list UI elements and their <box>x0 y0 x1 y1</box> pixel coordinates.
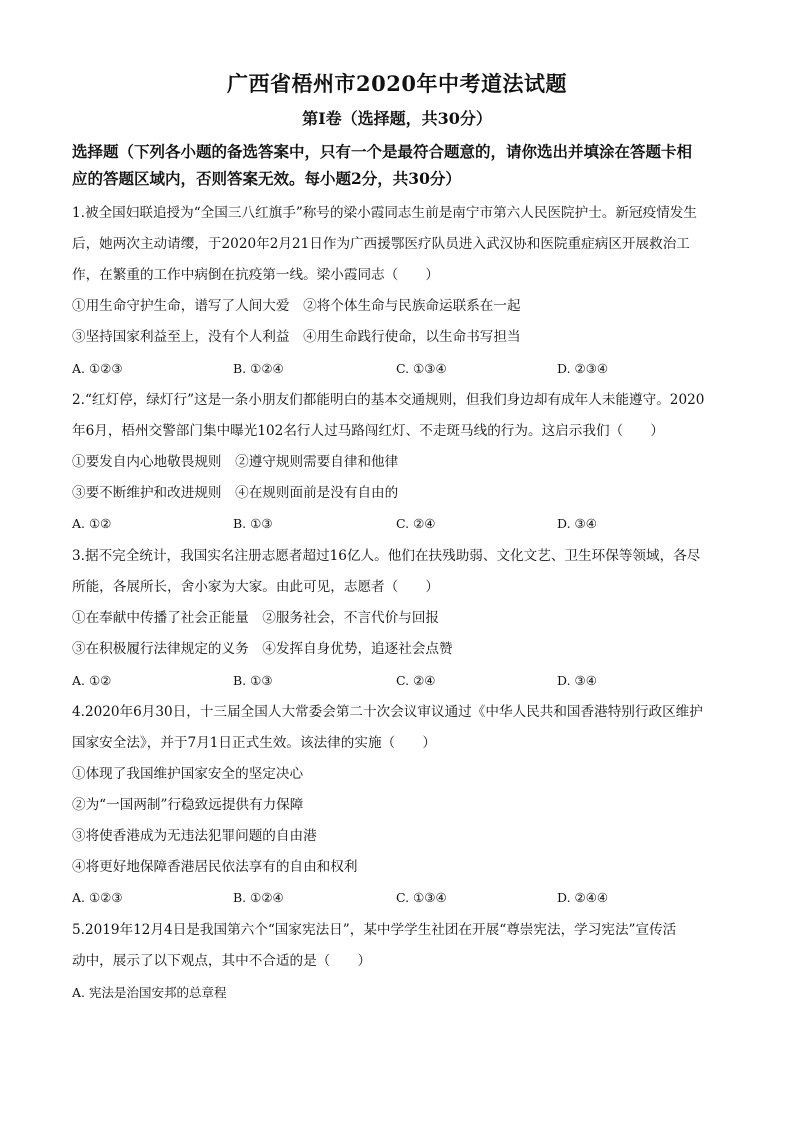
q1-option-d: D. ②③④ <box>557 361 609 376</box>
q5-line: 动中，展示了以下观点，其中不合适的是（ ） <box>72 953 372 969</box>
q3-option-b: B. ①③ <box>233 673 273 688</box>
section-instructions <box>72 138 732 192</box>
page-title: 广西省梧州市2020年中考道法试题 <box>227 71 567 96</box>
q3-line: 所能，各展所长，舍小家为大家。由此可见，志愿者（ ） <box>72 579 440 595</box>
instruction-line: 选择题（下列各小题的备选答案中，只有一个是最符合题意的，请你选出并填涂在答题卡相 <box>72 142 693 161</box>
q3-line: ①在奉献中传播了社会正能量 ②服务社会，不言代价与回报 <box>72 610 440 626</box>
q1-line: 后，她两次主动请缨，于2020年2月21日作为广西援鄂医疗队员进入武汉协和医院重症病区开展救治工 <box>72 236 690 252</box>
q4-option-b: B. ①②④ <box>233 890 284 905</box>
q3-line: ③在积极履行法律规定的义务 ④发挥自身优势，追逐社会点赞 <box>72 641 453 657</box>
q3-option-d: D. ③④ <box>557 673 597 688</box>
q2-option-b: B. ①③ <box>233 516 273 531</box>
q1-line: 作，在繁重的工作中病倒在抗疫第一线。梁小霞同志（ ） <box>72 267 440 283</box>
instruction-line: 应的答题区域内，否则答案无效。每小题2分，共30分） <box>72 169 461 188</box>
q2-option-d: D. ③④ <box>557 516 597 531</box>
q4-option-c: C. ①③④ <box>396 890 447 905</box>
q2-line: 年6月，梧州交警部门集中曝光102名行人过马路闯红灯、不走斑马线的行为。这启示我们（ ） <box>72 423 664 439</box>
q4-option-a: A. ①②③ <box>72 890 123 905</box>
section-subtitle: 第Ⅰ卷（选择题，共30分） <box>302 109 492 128</box>
q5-line: 5.2019年12月4日是我国第六个“国家宪法日”，某中学学生社团在开展“尊崇宪法，学习宪法”宣传活 <box>72 922 677 938</box>
q1-line: 1.被全国妇联追授为“全国三八红旗手”称号的梁小霞同志生前是南宁市第六人民医院护士。新冠疫情发生 <box>72 205 697 221</box>
q4-line: 4.2020年6月30日，十三届全国人大常委会第二十次会议审议通过《中华人民共和国香港特别行政区维护 <box>72 704 703 720</box>
q1-option-b: B. ①②④ <box>233 361 284 376</box>
q3-option-c: C. ②④ <box>396 673 436 688</box>
q4-line: ①体现了我国维护国家安全的坚定决心 <box>72 766 304 782</box>
q4-line: ④将更好地保障香港居民依法享有的自由和权利 <box>72 859 358 875</box>
q1-line: ③坚持国家利益至上，没有个人利益 ④用生命践行使命，以生命书写担当 <box>72 329 521 345</box>
q3-line: 3.据不完全统计，我国实名注册志愿者超过16亿人。他们在扶残助弱、文化文艺、卫生环保等领域，各尽 <box>72 548 701 564</box>
q2-line: ③要不断维护和改进规则 ④在规则面前是没有自由的 <box>72 485 399 501</box>
q2-line: ①要发自内心地敬畏规则 ②遵守规则需要自律和他律 <box>72 454 399 470</box>
q2-line: 2.“红灯停，绿灯行”这是一条小朋友们都能明白的基本交通规则，但我们身边却有成年人未能遵守。2020 <box>72 392 705 408</box>
q4-option-d: D. ②④④ <box>557 890 609 905</box>
q1-option-c: C. ①③④ <box>396 361 447 376</box>
q2-option-c: C. ②④ <box>396 516 436 531</box>
q5-option-a: A. 宪法是治国安邦的总章程 <box>72 985 227 1000</box>
q1-line: ①用生命守护生命，谱写了人间大爱 ②将个体生命与民族命运联系在一起 <box>72 298 521 314</box>
q2-option-a: A. ①② <box>72 516 112 531</box>
q3-option-a: A. ①② <box>72 673 112 688</box>
q1-option-a: A. ①②③ <box>72 361 123 376</box>
q4-line: ②为“一国两制”行稳致远提供有力保障 <box>72 797 304 813</box>
q4-line: 国家安全法》，并于7月1日正式生效。该法律的实施（ ） <box>72 735 436 751</box>
q4-line: ③将使香港成为无违法犯罪问题的自由港 <box>72 828 317 844</box>
